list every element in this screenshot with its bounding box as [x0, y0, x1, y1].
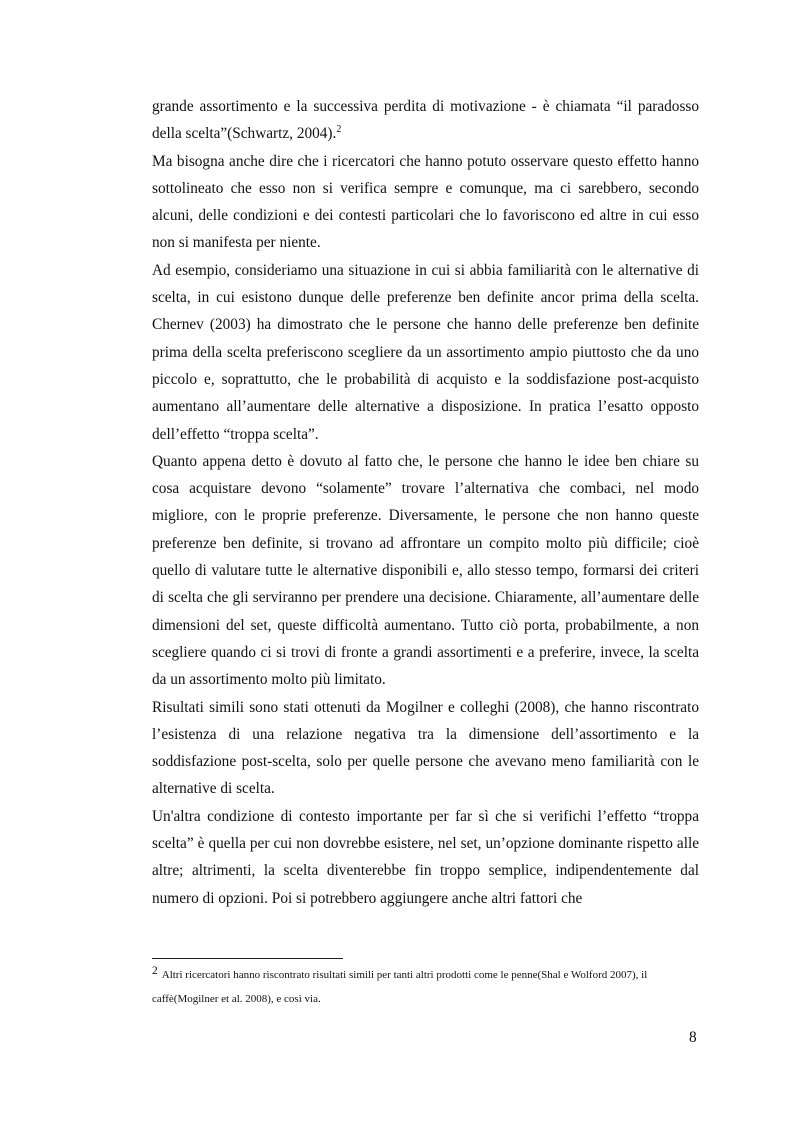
footnote-separator [152, 958, 343, 959]
paragraph-1 [152, 93, 699, 148]
page-number: 8 [689, 1029, 697, 1046]
paragraph-5: Risultati simili sono stati ottenuti da Mogilner e colleghi (2008), che hanno riscontrato l’esistenza di una relazione negativa tra la dimensione dell’assortimento e la soddisfazione post-scelta, solo per quelle persone che avevano meno familiarità con le alternative di scelta. [152, 698, 699, 798]
paragraph-2: Ma bisogna anche dire che i ricercatori che hanno potuto osservare questo effetto hanno sottolineato che esso non si verifica sempre e comunque, ma ci sarebbero, secondo alcuni, delle condizioni e dei contesti particolari che lo favoriscono ed altre in cui esso non si manifesta per niente. [152, 152, 699, 252]
footnote-text: Altri ricercatori hanno riscontrato risultati simili per tanti altri prodotti come le penne(Shal e Wolford 2007), il caffè(Mogilner et al. 2008), e così via. [152, 969, 648, 1005]
paragraph-1-text: grande assortimento e la successiva perdita di motivazione - è chiamata “il paradosso della scelta”(Schwartz, 2004). [152, 98, 699, 143]
paragraph-6: Un'altra condizione di contesto importante per far sì che si verifichi l’effetto “troppa scelta” è quella per cui non dovrebbe esistere, nel set, un’opzione dominante rispetto alle altre; altrimenti, la scelta diventerebbe fin troppo semplice, indipendentemente dal numero di opzioni. Poi si potrebbero aggiungere anche altri fattori che [152, 807, 699, 907]
paragraph-4: Quanto appena detto è dovuto al fatto che, le persone che hanno le idee ben chiare su cosa acquistare devono “solamente” trovare l’alternativa che combaci, nel modo migliore, con le proprie preferenze. Diversamente, le persone che non hanno queste preferenze ben definite, si trovano ad affrontare un compito molto più difficile; cioè quello di valutare tutte le alternative disponibili e, allo stesso tempo, formarsi dei criteri di scelta che gli serviranno per prendere una decisione. Chiaramente, all’aumentare delle dimensioni del set, queste difficoltà aumentano. Tutto ciò porta, probabilmente, a non scegliere quando ci si trovi di fronte a grandi assortimenti e a preferire, invece, la scelta da un assortimento molto più limitato. [152, 452, 699, 689]
footnote-mark: 2 [152, 965, 158, 977]
footnote-reference[interactable]: 2 [336, 124, 342, 136]
body-text [152, 93, 699, 912]
paragraph-3: Ad esempio, consideriamo una situazione in cui si abbia familiarità con le alternative di scelta, in cui esistono dunque delle preferenze ben definite ancor prima della scelta. Chernev (2003) ha dimostrato che le persone che hanno delle preferenze ben definite prima della scelta preferiscono scegliere da un assortimento ampio piuttosto che da uno piccolo e, soprattutto, che le probabilità di acquisto e la soddisfazione post-acquisto aumentano all’aumentare delle alternative a disposizione. In pratica l’esatto opposto dell’effetto “troppa scelta”. [152, 261, 699, 443]
footnote [152, 963, 699, 1011]
